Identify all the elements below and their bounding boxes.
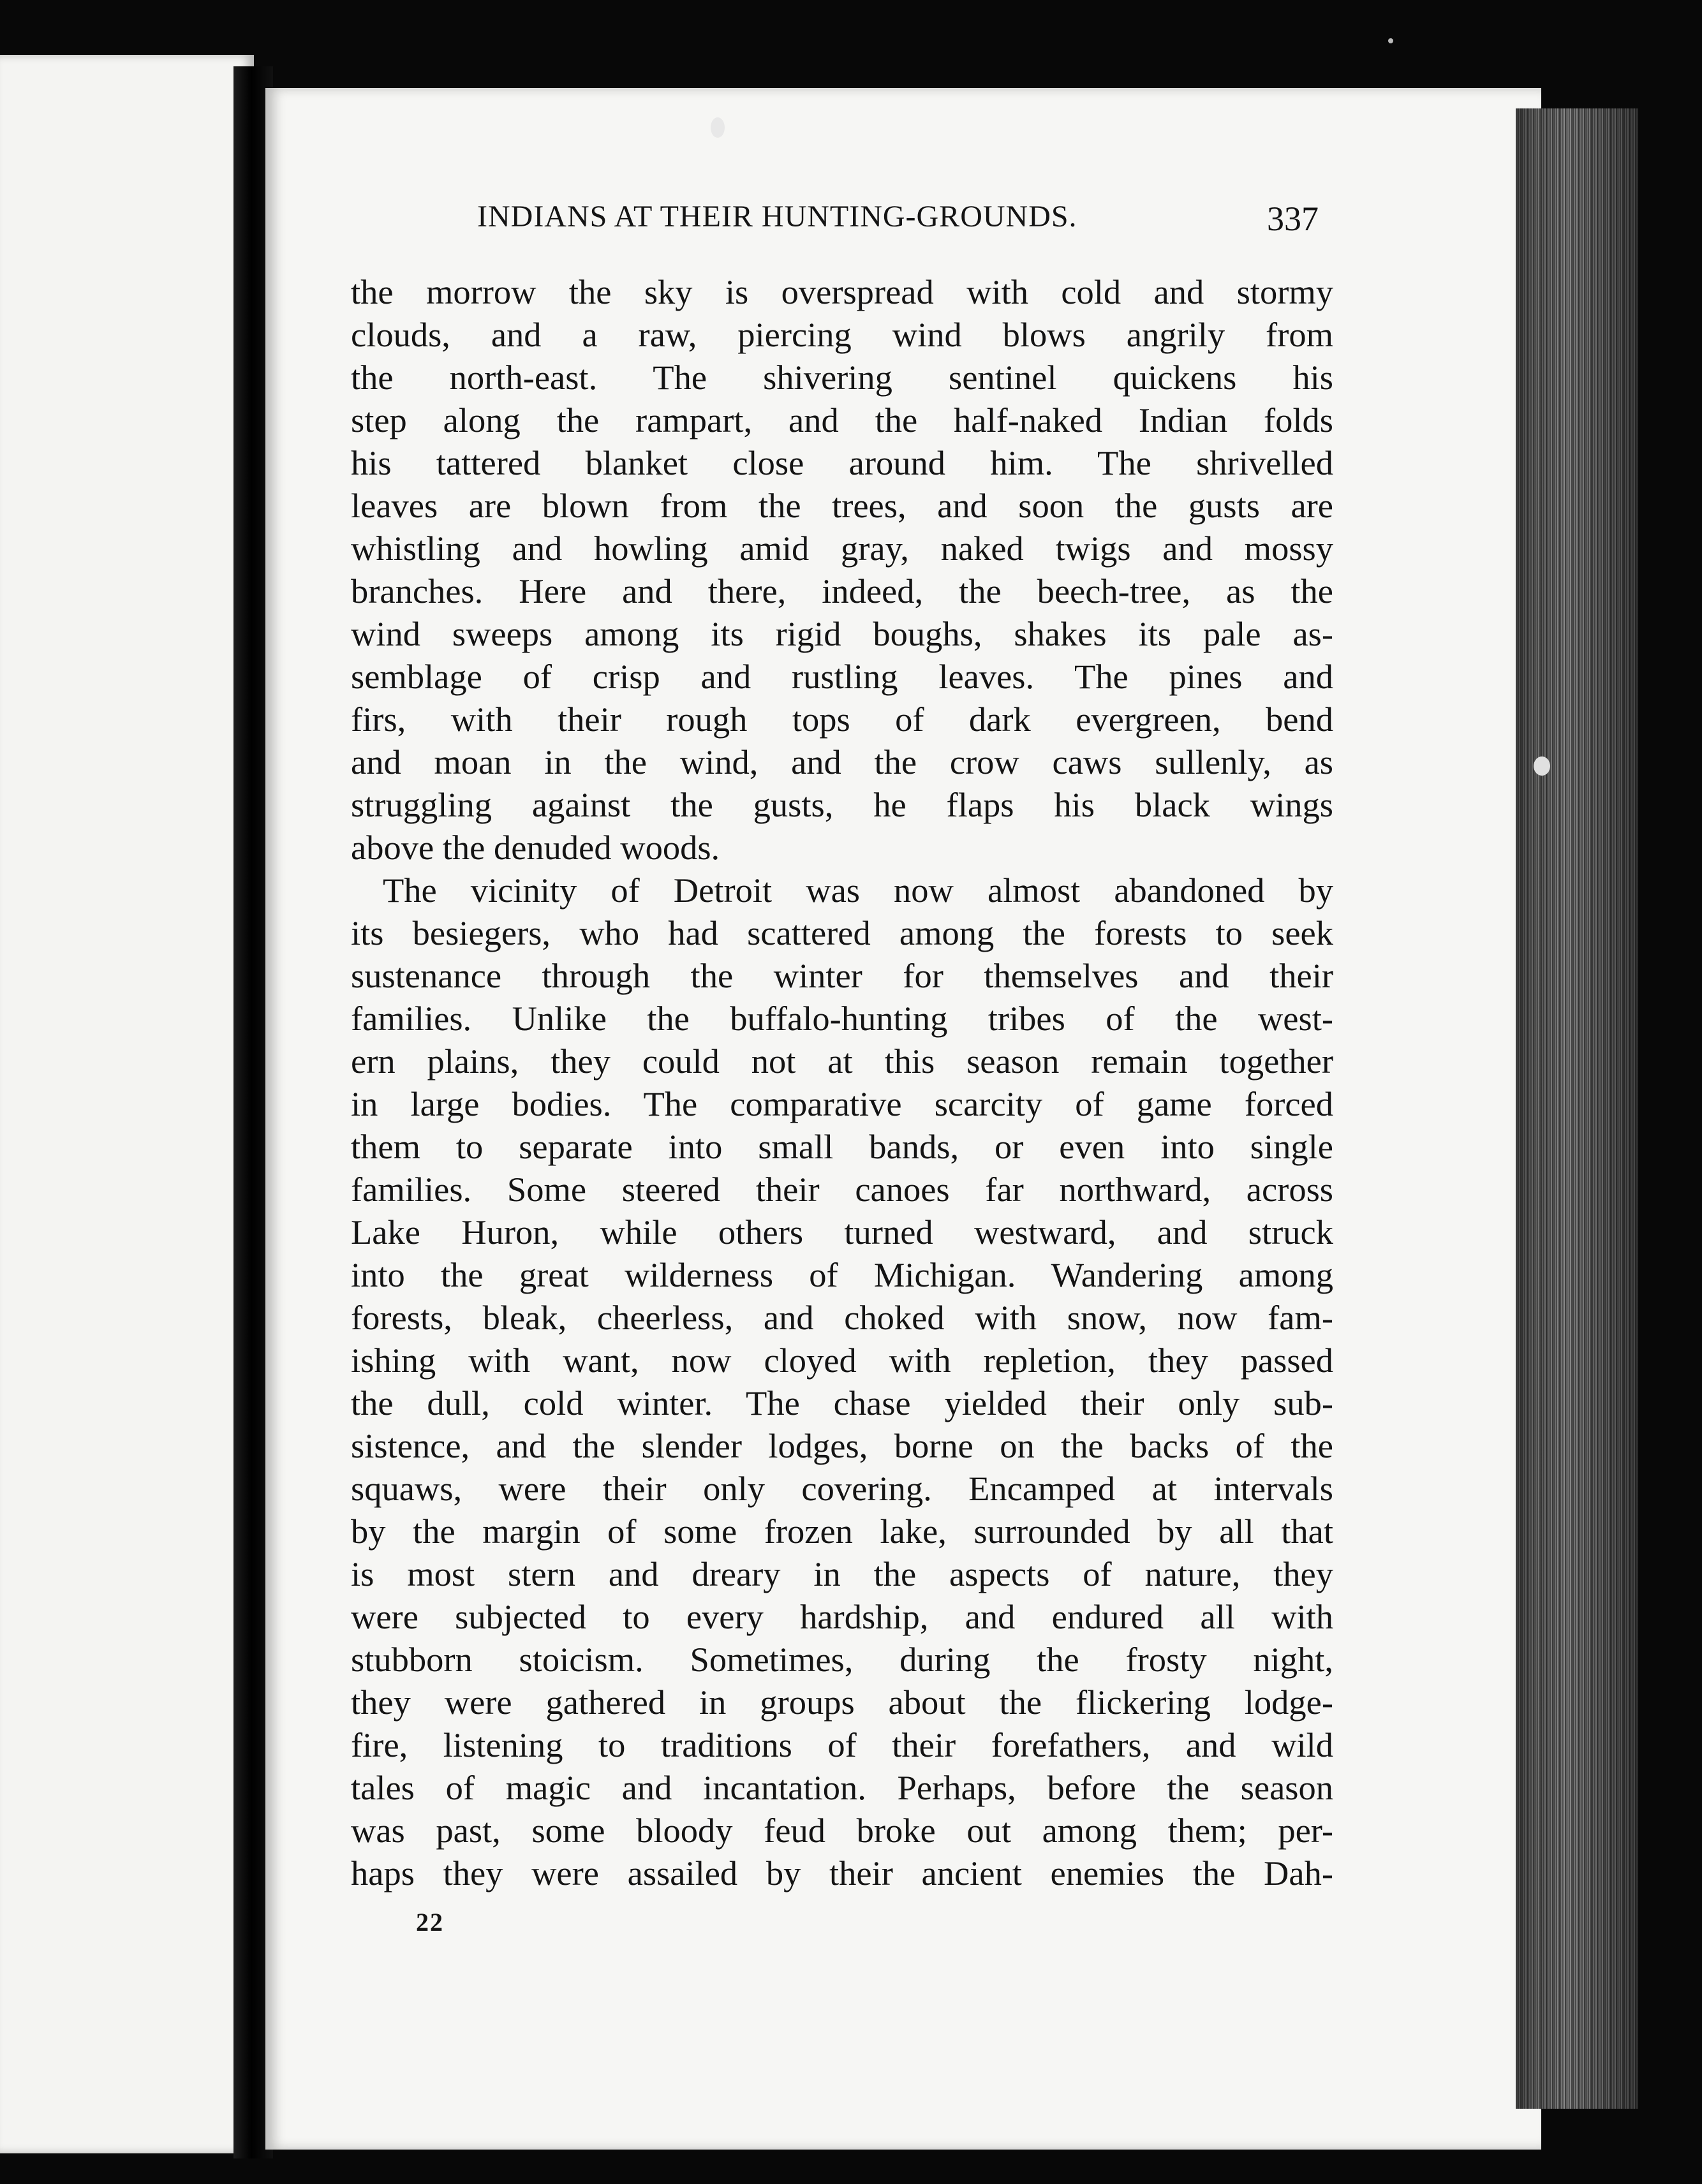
running-header: INDIANS AT THEIR HUNTING-GROUNDS. — [477, 200, 1077, 233]
text-line: were subjected to every hardship, and endured all with — [351, 1597, 1333, 1636]
text-line: in large bodies. The comparative scarcity of game forced — [351, 1084, 1333, 1123]
text-line: squaws, were their only covering. Encamped at intervals — [351, 1469, 1333, 1508]
fore-edge-shadow — [1516, 108, 1638, 2109]
text-line: stubborn stoicism. Sometimes, during the frosty night, — [351, 1640, 1333, 1679]
text-line: forests, bleak, cheerless, and choked with snow, now fam- — [351, 1298, 1333, 1337]
text-line: and moan in the wind, and the crow caws sullenly, as — [351, 742, 1333, 781]
text-line: the dull, cold winter. The chase yielded their only sub- — [351, 1383, 1333, 1422]
text-line: clouds, and a raw, piercing wind blows angrily from — [351, 315, 1333, 354]
text-line: step along the rampart, and the half-naked Indian folds — [351, 401, 1333, 439]
scan-speck — [1534, 756, 1550, 776]
text-line: by the margin of some frozen lake, surrounded by all that — [351, 1512, 1333, 1551]
text-line: was past, some bloody feud broke out among them; per- — [351, 1811, 1333, 1850]
text-line: branches. Here and there, indeed, the beech-tree, as the — [351, 572, 1333, 610]
text-line: sustenance through the winter for themselves and their — [351, 956, 1333, 995]
text-line: the north-east. The shivering sentinel quickens his — [351, 358, 1333, 397]
scan-speck — [711, 117, 725, 138]
text-line: the morrow the sky is overspread with cold and stormy — [351, 272, 1333, 311]
text-line: tales of magic and incantation. Perhaps, before the season — [351, 1768, 1333, 1807]
text-line: families. Some steered their canoes far northward, across — [351, 1170, 1333, 1209]
page-body-text — [351, 270, 1333, 1894]
text-line: leaves are blown from the trees, and soon the gusts are — [351, 486, 1333, 525]
text-line: his tattered blanket close around him. The shrivelled — [351, 443, 1333, 482]
page-number: 337 — [1267, 200, 1319, 238]
text-line: haps they were assailed by their ancient enemies the Dah- — [351, 1854, 1333, 1893]
text-line: families. Unlike the buffalo-hunting tribes of the west- — [351, 999, 1333, 1038]
text-line: above the denuded woods. — [351, 828, 720, 867]
text-line: into the great wilderness of Michigan. Wandering among — [351, 1255, 1333, 1294]
scan-speck — [1388, 38, 1393, 43]
text-line: is most stern and dreary in the aspects of nature, they — [351, 1554, 1333, 1593]
text-line: wind sweeps among its rigid boughs, shakes its pale as- — [351, 614, 1333, 653]
text-line: ishing with want, now cloyed with repletion, they passed — [351, 1341, 1333, 1380]
left-facing-page — [0, 55, 254, 2153]
text-line: fire, listening to traditions of their forefathers, and wild — [351, 1725, 1333, 1764]
text-line: semblage of crisp and rustling leaves. The pines and — [351, 657, 1333, 696]
text-line: The vicinity of Detroit was now almost abandoned by — [383, 871, 1333, 910]
text-line: them to separate into small bands, or even into single — [351, 1127, 1333, 1166]
text-line: whistling and howling amid gray, naked twigs and mossy — [351, 529, 1333, 568]
text-line: sistence, and the slender lodges, borne on the backs of the — [351, 1426, 1333, 1465]
text-line: ern plains, they could not at this season remain together — [351, 1042, 1333, 1081]
text-line: Lake Huron, while others turned westward, and struck — [351, 1213, 1333, 1251]
text-line: they were gathered in groups about the flickering lodge- — [351, 1683, 1333, 1722]
text-line: firs, with their rough tops of dark evergreen, bend — [351, 700, 1333, 739]
text-line: struggling against the gusts, he flaps his black wings — [351, 785, 1333, 824]
text-line: its besiegers, who had scattered among the forests to seek — [351, 913, 1333, 952]
signature-mark: 22 — [416, 1908, 444, 1937]
